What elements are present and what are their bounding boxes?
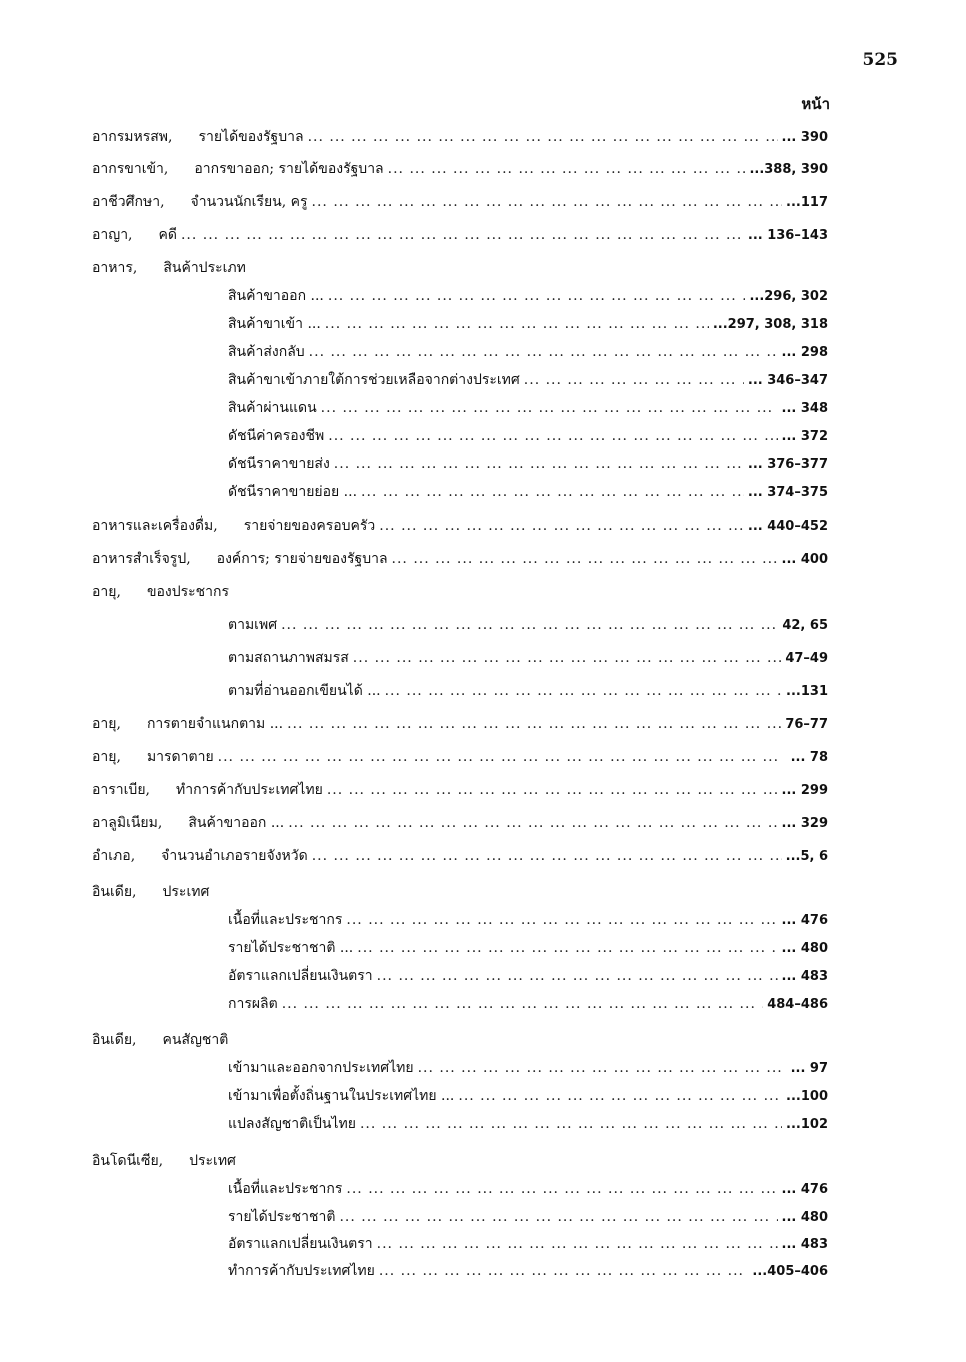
index-subterm: จำนวนอำเภอรายจังหวัด bbox=[161, 848, 308, 864]
page-ref: ... 78 bbox=[790, 750, 828, 765]
index-subentry bbox=[228, 680, 828, 704]
page-ref: ... 476 bbox=[781, 913, 828, 928]
index-heading bbox=[92, 581, 229, 603]
index-subterm: อัตราแลกเปลี่ยนเงินตรา bbox=[228, 1236, 373, 1252]
leader-dots bbox=[346, 1181, 777, 1197]
leader-dots bbox=[312, 194, 783, 210]
index-subterm: รายจ่ายของครอบครัว bbox=[243, 518, 376, 534]
page-ref: 484–486 bbox=[767, 997, 828, 1012]
page-number: 525 bbox=[862, 50, 898, 70]
index-subterm: ตามที่อ่านออกเขียนได้ ... bbox=[228, 683, 381, 699]
index-subterm: สินค้าส่งกลับ bbox=[228, 344, 305, 360]
index-subterm: คดี bbox=[158, 227, 177, 243]
index-subterm: สินค้าผ่านแดน bbox=[228, 400, 317, 416]
index-subterm: อากรขาออก; รายได้ของรัฐบาล bbox=[194, 161, 384, 177]
leader-dots bbox=[309, 344, 778, 360]
index-subterm: อัตราแลกเปลี่ยนเงินตรา bbox=[228, 968, 373, 984]
page-ref: ...117 bbox=[786, 195, 828, 210]
leader-dots bbox=[181, 227, 744, 243]
leader-dots bbox=[377, 1236, 778, 1252]
leader-dots bbox=[377, 968, 778, 984]
index-entry bbox=[92, 548, 828, 572]
page-ref: ...5, 6 bbox=[785, 849, 828, 864]
index-entry bbox=[92, 224, 828, 248]
page-ref: ... 483 bbox=[781, 969, 828, 984]
index-heading bbox=[92, 1150, 236, 1172]
index-entry bbox=[92, 812, 828, 836]
index-subterm: สินค้าประเภท bbox=[163, 260, 246, 276]
page-ref: ... 390 bbox=[781, 130, 828, 145]
index-subterm: รายได้ประชาชาติ ... bbox=[228, 940, 354, 956]
index-subterm: ดัชนีราคาขายย่อย ... bbox=[228, 484, 358, 500]
index-subterm: คนสัญชาติ bbox=[162, 1032, 229, 1048]
leader-dots bbox=[361, 484, 744, 500]
page-ref: ... 400 bbox=[781, 552, 828, 567]
leader-dots bbox=[339, 1209, 777, 1225]
index-term: อายุ, bbox=[92, 749, 121, 765]
index-term: อายุ, bbox=[92, 584, 121, 600]
index-subentry bbox=[228, 369, 828, 393]
leader-dots bbox=[308, 129, 778, 145]
page-ref: ...102 bbox=[786, 1117, 828, 1132]
leader-dots bbox=[379, 1263, 749, 1279]
leader-dots bbox=[418, 1060, 787, 1076]
index-subentry bbox=[228, 481, 828, 505]
index-subterm: ตามเพศ bbox=[228, 617, 278, 633]
leader-dots bbox=[312, 848, 782, 864]
index-subterm: องค์การ; รายจ่ายของรัฐบาล bbox=[216, 551, 388, 567]
index-term: อาหารสำเร็จรูป, bbox=[92, 551, 191, 567]
index-subentry bbox=[228, 614, 828, 638]
leader-dots bbox=[360, 1116, 782, 1132]
page-ref: ...297, 308, 318 bbox=[712, 317, 828, 332]
index-subterm: สินค้าขาเข้าภายใต้การช่วยเหลือจากต่างประเทศ bbox=[228, 372, 520, 388]
leader-dots bbox=[321, 400, 778, 416]
index-entry bbox=[92, 746, 828, 770]
index-subentry bbox=[228, 397, 828, 421]
page-ref: ... 346–347 bbox=[747, 373, 828, 388]
index-entry bbox=[92, 158, 828, 182]
index-subentry bbox=[228, 425, 828, 449]
index-subentry bbox=[228, 341, 828, 365]
index-entry bbox=[92, 779, 828, 803]
page-ref: 76–77 bbox=[785, 717, 828, 732]
index-term: อาหารและเครื่องดื่ม, bbox=[92, 518, 218, 534]
index-heading bbox=[92, 881, 209, 903]
index-heading bbox=[92, 1029, 228, 1051]
index-subterm: สินค้าขาออก ... bbox=[228, 288, 324, 304]
index-subterm: แปลงสัญชาติเป็นไทย bbox=[228, 1116, 356, 1132]
leader-dots bbox=[328, 288, 746, 304]
index-subterm: เนื้อที่และประชากร bbox=[228, 1181, 343, 1197]
page-ref: 47–49 bbox=[785, 651, 828, 666]
page-ref: ... 348 bbox=[781, 401, 828, 416]
page-column-header: หน้า bbox=[801, 95, 830, 113]
index-term: อาญา, bbox=[92, 227, 133, 243]
index-term: อาชีวศึกษา, bbox=[92, 194, 165, 210]
index-subterm: การผลิต bbox=[228, 996, 278, 1012]
index-subentry bbox=[228, 909, 828, 933]
leader-dots bbox=[379, 518, 744, 534]
index-subterm: เข้ามาเพื่อตั้งถิ่นฐานในประเทศไทย ... bbox=[228, 1088, 455, 1104]
index-term: อายุ, bbox=[92, 716, 121, 732]
page-ref: ...131 bbox=[786, 684, 828, 699]
page-ref: ... 480 bbox=[781, 1210, 828, 1225]
index-subterm: สินค้าขาออก ... bbox=[188, 815, 285, 831]
leader-dots bbox=[524, 372, 744, 388]
index-subentry bbox=[228, 1233, 828, 1257]
index-term: อินโดนีเซีย, bbox=[92, 1153, 164, 1169]
index-term: อากรมหรสพ, bbox=[92, 129, 173, 145]
index-entry bbox=[92, 515, 828, 539]
index-term: อากรขาเข้า, bbox=[92, 161, 169, 177]
index-subterm: รายได้ของรัฐบาล bbox=[198, 129, 304, 145]
index-subterm: ดัชนีราคาขายส่ง bbox=[228, 456, 330, 472]
index-subterm: เข้ามาและออกจากประเทศไทย bbox=[228, 1060, 414, 1076]
index-subentry bbox=[228, 1113, 828, 1137]
index-subentry bbox=[228, 313, 828, 337]
index-subterm: มารดาตาย bbox=[146, 749, 214, 765]
page-ref: 42, 65 bbox=[782, 618, 828, 633]
page-ref: ... 299 bbox=[781, 783, 828, 798]
index-entry bbox=[92, 126, 828, 150]
leader-dots bbox=[346, 912, 777, 928]
leader-dots bbox=[282, 996, 763, 1012]
page-ref: ...405–406 bbox=[752, 1264, 828, 1279]
index-subterm: สินค้าขาเข้า ... bbox=[228, 316, 321, 332]
index-entry bbox=[92, 713, 828, 737]
index-term: อาหาร, bbox=[92, 260, 138, 276]
index-term: อำเภอ, bbox=[92, 848, 136, 864]
page-ref: ... 483 bbox=[781, 1237, 828, 1252]
index-subentry bbox=[228, 1178, 828, 1202]
page-ref: ... 97 bbox=[790, 1061, 828, 1076]
index-subentry bbox=[228, 1085, 828, 1109]
leader-dots bbox=[327, 782, 778, 798]
leader-dots bbox=[353, 650, 782, 666]
index-subentry bbox=[228, 1206, 828, 1230]
leader-dots bbox=[392, 551, 778, 567]
leader-dots bbox=[281, 617, 778, 633]
page-ref: ... 136–143 bbox=[747, 228, 828, 243]
index-subentry bbox=[228, 1260, 828, 1284]
page-ref: ... 329 bbox=[781, 816, 828, 831]
leader-dots bbox=[385, 683, 782, 699]
leader-dots bbox=[328, 428, 777, 444]
page-ref: ... 480 bbox=[781, 941, 828, 956]
leader-dots bbox=[287, 716, 781, 732]
index-subentry bbox=[228, 993, 828, 1017]
index-subterm: ประเทศ bbox=[162, 884, 210, 900]
leader-dots bbox=[288, 815, 777, 831]
leader-dots bbox=[458, 1088, 782, 1104]
leader-dots bbox=[218, 749, 787, 765]
index-subentry bbox=[228, 285, 828, 309]
page-ref: ...100 bbox=[786, 1089, 828, 1104]
leader-dots bbox=[325, 316, 709, 332]
index-subentry bbox=[228, 965, 828, 989]
index-subterm: จำนวนนักเรียน, ครู bbox=[190, 194, 308, 210]
index-subterm: เนื้อที่และประชากร bbox=[228, 912, 343, 928]
index-subterm: ทำการค้ากับประเทศไทย bbox=[228, 1263, 375, 1279]
index-subterm: ของประชากร bbox=[146, 584, 230, 600]
index-subterm: ดัชนีค่าครองชีพ bbox=[228, 428, 325, 444]
index-subterm: ตามสถานภาพสมรส bbox=[228, 650, 349, 666]
index-term: อาลูมิเนียม, bbox=[92, 815, 163, 831]
index-subentry bbox=[228, 453, 828, 477]
index-entry bbox=[92, 845, 828, 869]
leader-dots bbox=[334, 456, 744, 472]
leader-dots bbox=[388, 161, 746, 177]
index-entry bbox=[92, 191, 828, 215]
page-ref: ... 298 bbox=[781, 345, 828, 360]
index-subterm: ประเทศ bbox=[189, 1153, 236, 1169]
index-subterm: ทำการค้ากับประเทศไทย bbox=[175, 782, 323, 798]
leader-dots bbox=[357, 940, 777, 956]
index-term: อาราเบีย, bbox=[92, 782, 150, 798]
index-term: อินเดีย, bbox=[92, 884, 137, 900]
index-subterm: รายได้ประชาชาติ bbox=[228, 1209, 336, 1225]
index-subterm: การตายจำแนกตาม ... bbox=[146, 716, 284, 732]
index-subentry bbox=[228, 937, 828, 961]
page-ref: ...388, 390 bbox=[749, 162, 828, 177]
page-ref: ... 376–377 bbox=[747, 457, 828, 472]
index-heading bbox=[92, 257, 246, 279]
index-subentry bbox=[228, 647, 828, 671]
index-term: อินเดีย, bbox=[92, 1032, 137, 1048]
page-ref: ... 440–452 bbox=[747, 519, 828, 534]
page-ref: ... 372 bbox=[781, 429, 828, 444]
page-ref: ... 374–375 bbox=[747, 485, 828, 500]
page-ref: ... 476 bbox=[781, 1182, 828, 1197]
index-subentry bbox=[228, 1057, 828, 1081]
page-ref: ...296, 302 bbox=[749, 289, 828, 304]
